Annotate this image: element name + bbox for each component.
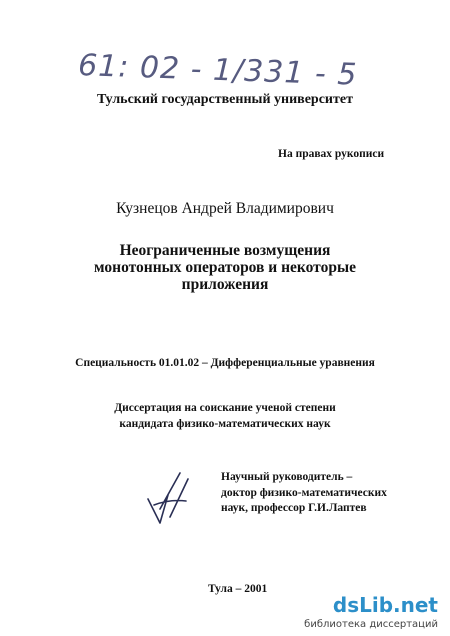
watermark[interactable] — [263, 593, 438, 633]
degree-line: кандидата физико-математических наук — [119, 418, 331, 430]
title-line: приложения — [181, 276, 269, 293]
city-year: Тула – 2001 — [208, 583, 268, 595]
university-name: Тульский государственный университет — [97, 92, 353, 107]
degree-statement — [0, 400, 450, 432]
advisor-line: Научный руководитель – — [221, 471, 353, 483]
scientific-advisor — [221, 470, 387, 517]
title-line: Неограниченные возмущения — [119, 242, 331, 259]
watermark-logo[interactable]: dsLib.net — [332, 593, 438, 617]
handwritten-catalog-number: 61: 02 - 1/331 - 5 — [77, 48, 358, 93]
title-line: монотонных операторов и некоторые — [94, 259, 356, 276]
degree-line: Диссертация на соискание ученой степени — [114, 402, 336, 414]
signature-icon — [140, 465, 200, 525]
dissertation-title — [0, 242, 450, 293]
watermark-subtitle: библиотека диссертаций — [304, 619, 438, 630]
specialty-line: Специальность 01.01.02 – Дифференциальные уравнения — [75, 357, 375, 369]
author-name: Кузнецов Андрей Владимирович — [116, 200, 334, 217]
advisor-line: наук, профессор Г.И.Лаптев — [221, 502, 367, 514]
advisor-line: доктор физико-математических — [221, 486, 387, 499]
manuscript-note: На правах рукописи — [278, 148, 385, 160]
